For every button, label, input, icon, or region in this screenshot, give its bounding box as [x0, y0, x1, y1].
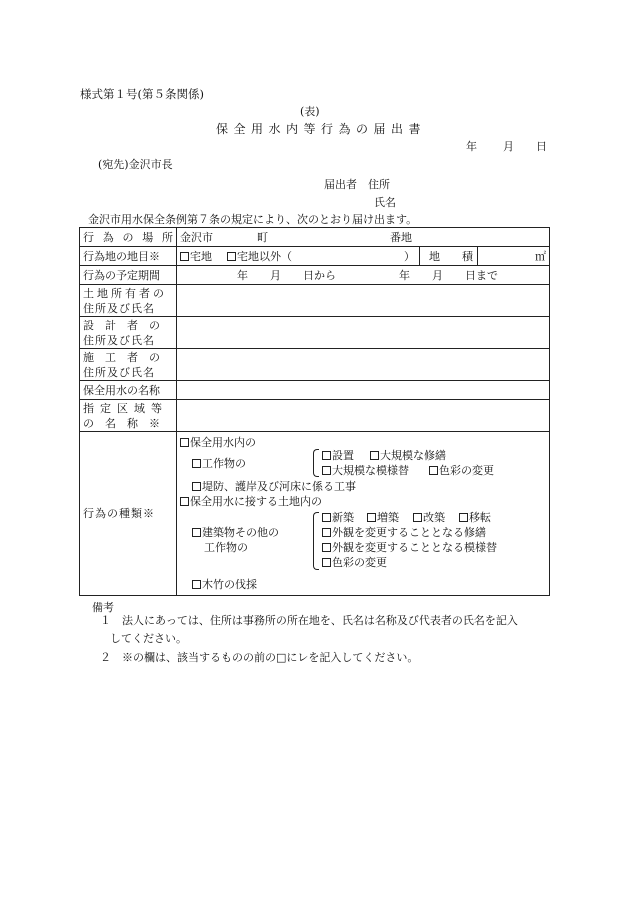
location-city: 金沢市	[180, 231, 213, 244]
checkbox-icon[interactable]	[370, 451, 379, 460]
owner-field[interactable]	[177, 285, 550, 317]
zone-label-line2: の 名 称 ※	[83, 416, 160, 430]
statement: 金沢市用水保全条例第７条の規定により、次のとおり届け出ます。	[88, 213, 418, 226]
period-end: 年 月 日まで	[399, 269, 498, 282]
checkbox-icon[interactable]	[459, 513, 468, 522]
date-month-label: 月	[503, 140, 514, 153]
row-location	[80, 228, 550, 247]
row-period	[80, 266, 550, 285]
owner-label-line1: 土地所有者の	[83, 286, 167, 300]
location-label-cell	[80, 228, 177, 247]
checkbox-icon[interactable]	[192, 528, 201, 537]
location-label: 行 為 の 場 所	[83, 230, 173, 244]
builder-label	[80, 349, 177, 381]
checkbox-icon[interactable]	[322, 466, 331, 475]
checkbox-icon[interactable]	[322, 558, 331, 567]
designer-label-line2: 住所及び氏名	[83, 333, 155, 347]
date-day-label: 日	[536, 140, 547, 153]
option-relocation[interactable]: 移転	[459, 510, 491, 525]
checkbox-icon[interactable]	[367, 513, 376, 522]
remark-1-text: 法人にあっては、住所は事務所の所在地を、氏名は名称及び代表者の氏名を記入	[122, 614, 518, 627]
remark-1-text-cont: してください。	[110, 632, 187, 645]
row-designer	[80, 317, 550, 349]
activity-embankment[interactable]: 堤防、護岸及び河床に係る工事	[192, 479, 356, 494]
option-large-remodel[interactable]: 大規模な模様替	[322, 463, 409, 478]
row-owner	[80, 285, 550, 317]
divider	[477, 247, 478, 265]
row-activity-type	[80, 432, 550, 596]
option-color-change[interactable]: 色彩の変更	[429, 463, 494, 478]
builder-label-line1: 施 工 者 の	[83, 350, 160, 364]
land-type-label: 行為地の地目※	[80, 247, 177, 266]
land-type-option-residential[interactable]: 宅地	[180, 249, 212, 264]
checkbox-icon[interactable]	[322, 451, 331, 460]
submitter-address-label: 届出者 住所	[324, 178, 390, 191]
option-color-change-2[interactable]: 色彩の変更	[322, 555, 387, 570]
builder-label-line2: 住所及び氏名	[83, 365, 155, 379]
zone-label	[80, 400, 177, 432]
submitter-name-label: 氏名	[374, 196, 396, 209]
location-field[interactable]	[177, 228, 550, 247]
location-town: 町	[257, 231, 268, 244]
owner-label	[80, 285, 177, 317]
activity-label: 行為の種類※	[80, 432, 177, 596]
option-extension[interactable]: 増築	[367, 510, 399, 525]
remark-2-text: ※の欄は、該当するものの前の□にレを記入してください。	[122, 651, 419, 664]
period-start: 年 月 日から	[237, 269, 336, 282]
row-canal-name	[80, 381, 550, 400]
remark-1-number: １	[100, 614, 111, 627]
row-land-type	[80, 247, 550, 266]
activity-tree-felling[interactable]: 木竹の伐採	[192, 577, 257, 592]
side-label: (表)	[300, 105, 320, 118]
zone-label-line1: 指定区域等	[83, 401, 168, 415]
date-year-label: 年	[466, 140, 477, 153]
checkbox-icon[interactable]	[413, 513, 422, 522]
checkbox-icon[interactable]	[180, 497, 189, 506]
activity-inside-canal[interactable]: 保全用水内の	[180, 435, 256, 450]
activity-options-cell	[177, 432, 550, 596]
period-field[interactable]	[177, 266, 550, 285]
option-rebuild[interactable]: 改築	[413, 510, 445, 525]
option-install[interactable]: 設置	[322, 448, 354, 463]
option-appearance-repair[interactable]: 外観を変更することとなる修繕	[322, 525, 486, 540]
designer-label	[80, 317, 177, 349]
owner-label-line2: 住所及び氏名	[83, 301, 155, 315]
checkbox-icon[interactable]	[322, 543, 331, 552]
option-appearance-remodel[interactable]: 外観を変更することとなる模様替	[322, 540, 497, 555]
checkbox-icon[interactable]	[192, 580, 201, 589]
checkbox-icon[interactable]	[180, 438, 189, 447]
period-label: 行為の予定期間	[80, 266, 177, 285]
notification-form-table	[79, 227, 550, 596]
area-label: 地 積	[429, 250, 473, 263]
area-unit: ㎡	[535, 250, 546, 263]
builder-field[interactable]	[177, 349, 550, 381]
checkbox-icon[interactable]	[429, 466, 438, 475]
document-title: 保全用水内等行為の届出書	[216, 122, 427, 136]
checkbox-icon[interactable]	[192, 482, 201, 491]
checkbox-icon[interactable]	[192, 459, 201, 468]
canal-name-field[interactable]	[177, 381, 550, 400]
bracket-left	[313, 512, 319, 570]
form-number: 様式第１号(第５条関係)	[80, 87, 204, 101]
option-large-repair[interactable]: 大規模な修繕	[370, 448, 446, 463]
checkbox-icon[interactable]	[322, 528, 331, 537]
checkbox-icon[interactable]	[227, 252, 236, 261]
row-builder	[80, 349, 550, 381]
activity-adjacent-land[interactable]: 保全用水に接する土地内の	[180, 494, 322, 509]
land-type-cell	[177, 247, 550, 266]
divider	[419, 247, 420, 265]
land-type-close-paren: ）	[404, 250, 415, 263]
canal-name-label: 保全用水の名称	[80, 381, 177, 400]
bracket-left	[313, 449, 319, 477]
checkbox-icon[interactable]	[180, 252, 189, 261]
designer-label-line1: 設 計 者 の	[83, 318, 160, 332]
zone-field[interactable]	[177, 400, 550, 432]
activity-structure[interactable]: 工作物の	[192, 456, 246, 471]
addressee: (宛先)金沢市長	[98, 158, 173, 171]
designer-field[interactable]	[177, 317, 550, 349]
remarks-heading: 備考	[92, 601, 114, 614]
remark-2-number: ２	[100, 651, 111, 664]
activity-building[interactable]: 建築物その他の	[192, 525, 279, 540]
activity-building-line2: 工作物の	[204, 541, 248, 554]
checkbox-icon[interactable]	[322, 513, 331, 522]
location-lot: 番地	[390, 231, 412, 244]
land-type-option-other[interactable]: 宅地以外（	[227, 249, 292, 264]
option-new-build[interactable]: 新築	[322, 510, 354, 525]
row-zone	[80, 400, 550, 432]
